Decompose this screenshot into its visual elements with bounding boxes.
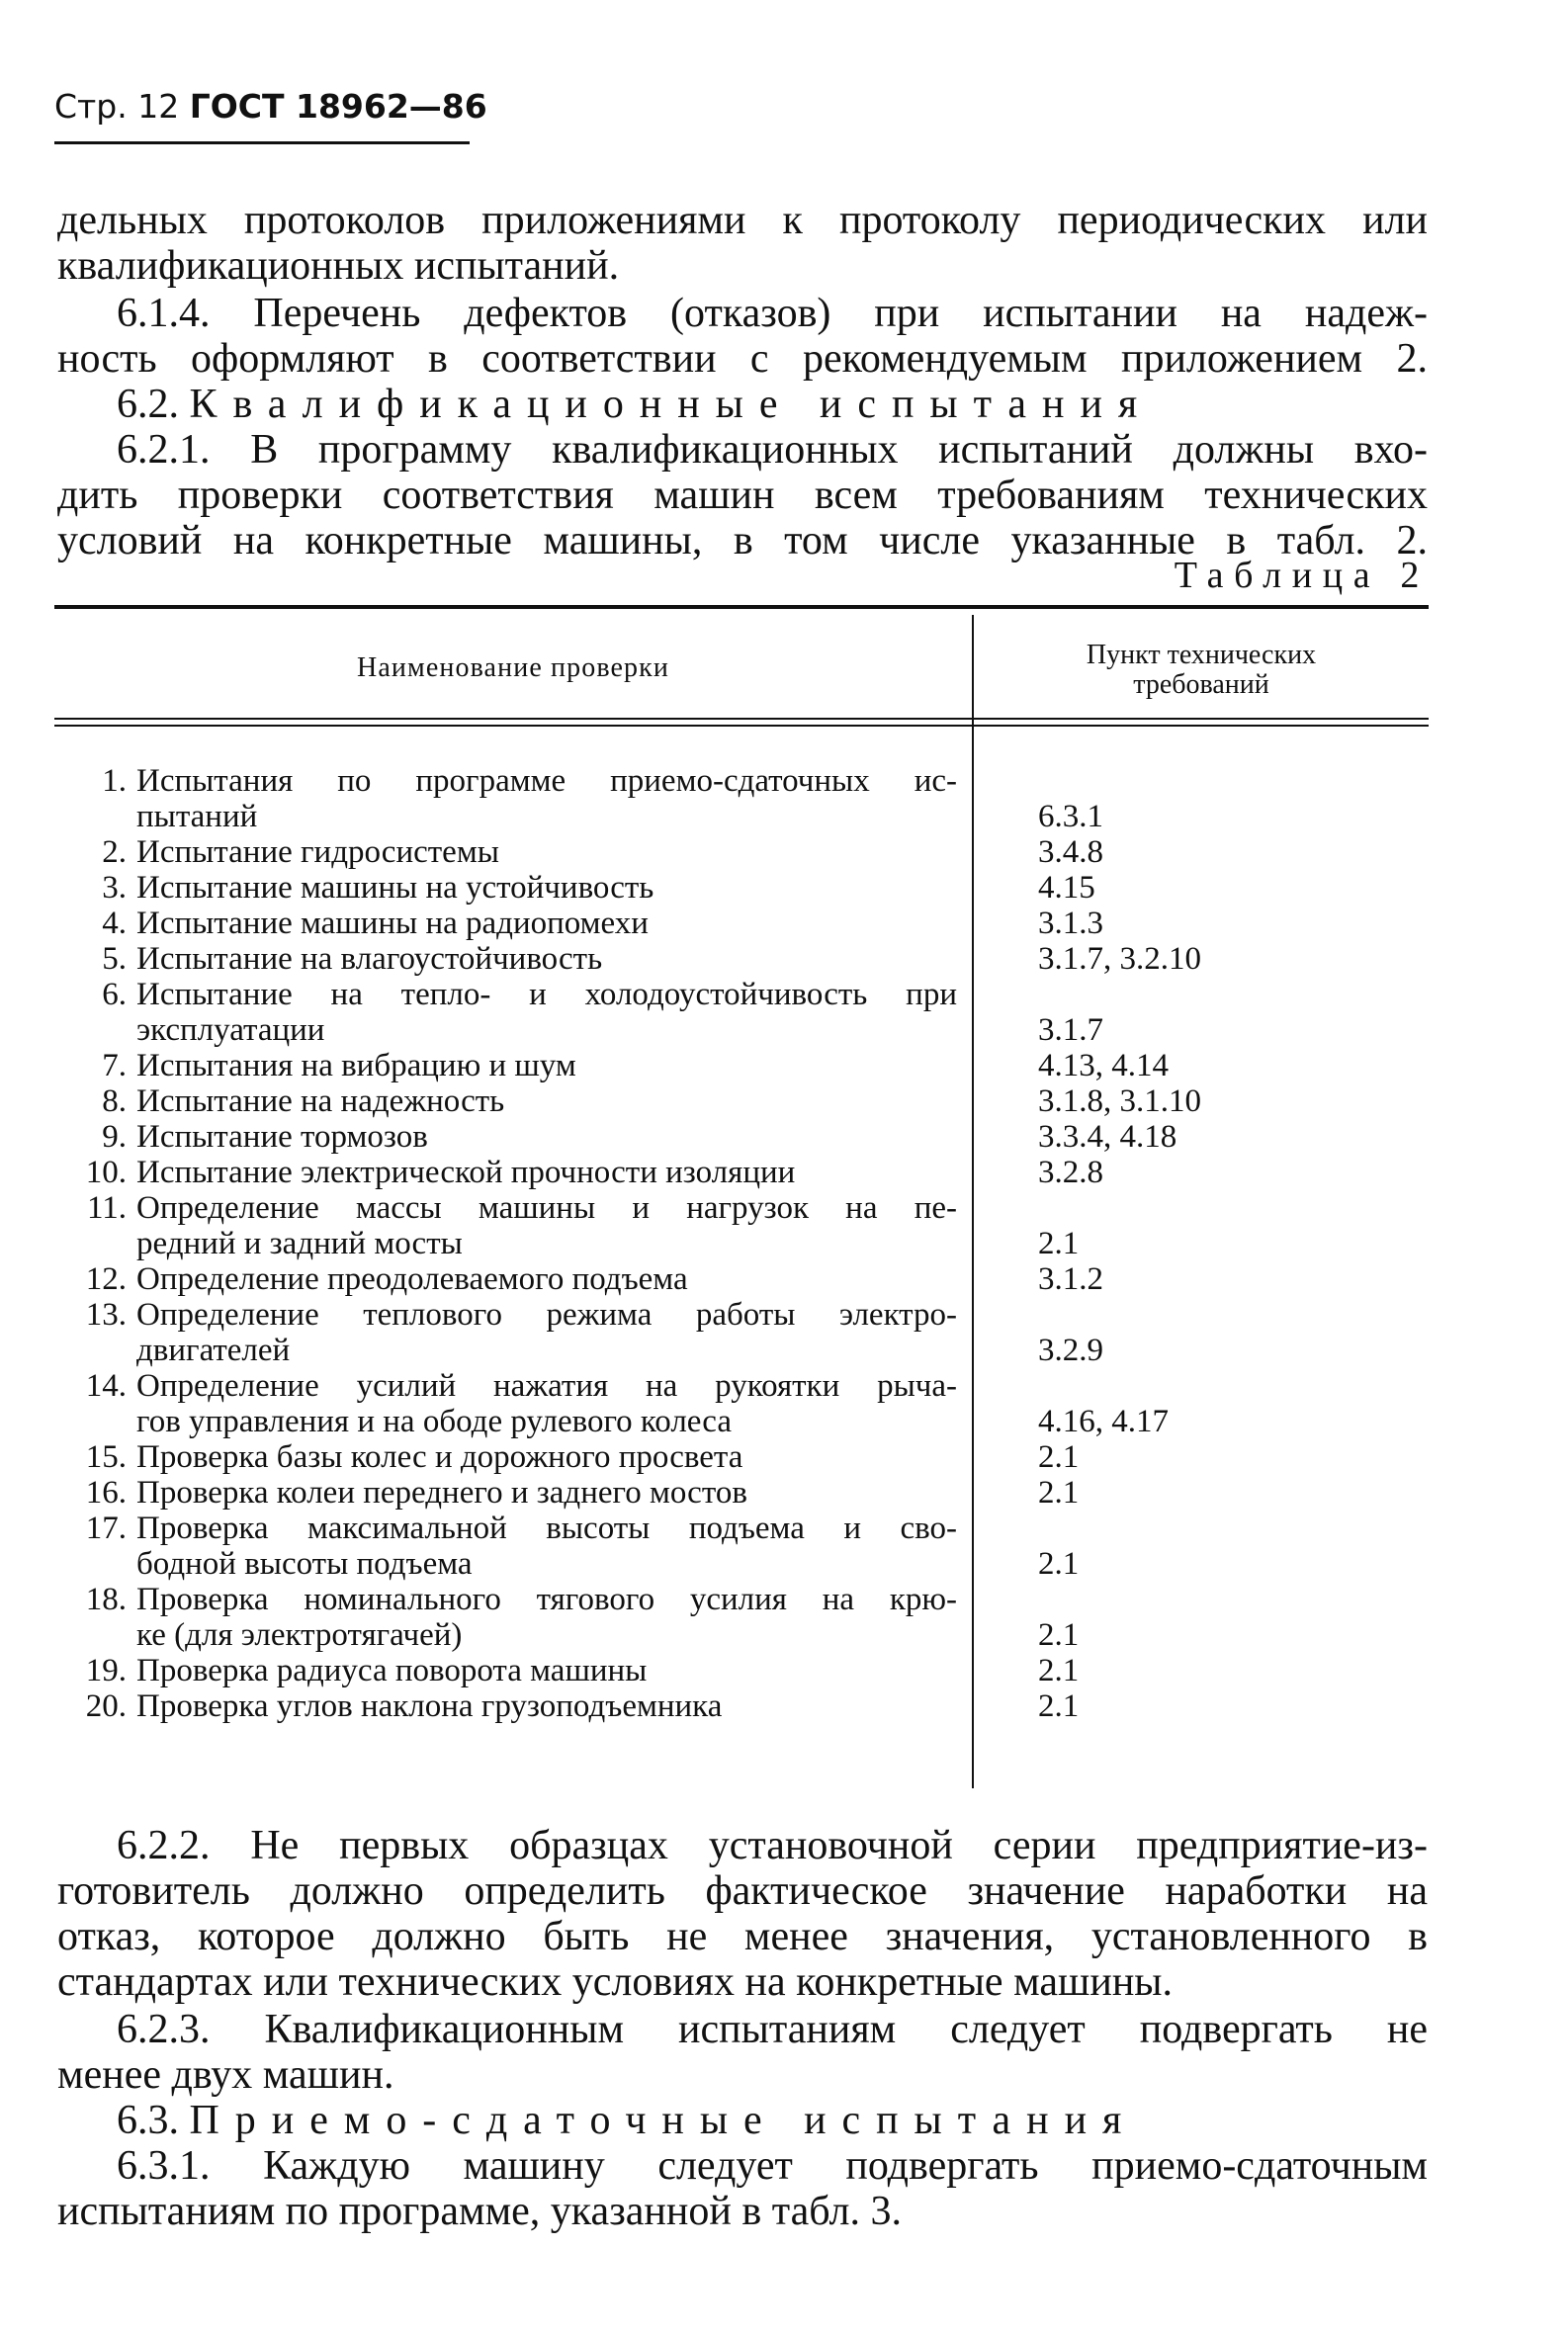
row-number: 14. bbox=[85, 1368, 127, 1404]
paragraph-line: испытаниям по программе, указанной в табл. 3. bbox=[57, 2189, 902, 2234]
row-point: 3.1.3 bbox=[1038, 906, 1103, 941]
column-header-name: Наименование проверки bbox=[356, 652, 670, 683]
row-point: 3.1.7 bbox=[1038, 1012, 1103, 1048]
row-point: 3.4.8 bbox=[1038, 834, 1103, 870]
paragraph-line: квалификационных испытаний. bbox=[57, 243, 620, 289]
row-point: 2.1 bbox=[1038, 1475, 1080, 1511]
row-text: Испытание на тепло- и холодоустойчивость при bbox=[136, 977, 957, 1012]
table-top-rule bbox=[54, 605, 1429, 609]
row-text: двигателей bbox=[136, 1333, 291, 1368]
row-point: 3.1.2 bbox=[1038, 1261, 1103, 1297]
row-point: 2.1 bbox=[1038, 1546, 1080, 1582]
paragraph-line: дельных протоколов приложениями к протоколу периодических или bbox=[57, 198, 1428, 243]
row-text: ке (для электротягачей) bbox=[136, 1617, 463, 1653]
paragraph-line: 6.2.2. Не первых образцах установочной серии предприятие-из- bbox=[117, 1823, 1428, 1868]
row-text: гов управления и на ободе рулевого колеса bbox=[136, 1404, 732, 1439]
row-number: 8. bbox=[102, 1083, 127, 1119]
row-number: 20. bbox=[85, 1688, 127, 1724]
section-heading-6-3 bbox=[117, 2098, 1428, 2143]
page-header bbox=[54, 87, 487, 126]
row-text: Проверка радиуса поворота машины bbox=[136, 1653, 648, 1688]
paragraph-line: 6.2.1. В программу квалификационных испытаний должны вхо- bbox=[117, 427, 1428, 473]
row-number: 19. bbox=[85, 1653, 127, 1688]
table-column-divider bbox=[972, 615, 974, 1788]
row-number: 3. bbox=[102, 870, 127, 906]
row-number: 13. bbox=[85, 1297, 127, 1333]
section-number: 6.2. bbox=[117, 382, 179, 427]
row-text: пытаний bbox=[136, 799, 258, 834]
row-text: Испытание электрической прочности изоляции bbox=[136, 1155, 796, 1190]
paragraph-line: 6.3.1. Каждую машину следует подвергать приемо-сдаточным bbox=[117, 2143, 1428, 2189]
row-point: 2.1 bbox=[1038, 1439, 1080, 1475]
row-number: 18. bbox=[85, 1582, 127, 1617]
column-header-point-line: Пункт технических bbox=[1086, 640, 1317, 670]
row-text: бодной высоты подъема bbox=[136, 1546, 473, 1582]
column-header-point bbox=[974, 641, 1429, 700]
section-heading-6-2 bbox=[117, 382, 1428, 427]
row-point: 4.15 bbox=[1038, 870, 1095, 906]
row-number: 4. bbox=[102, 906, 127, 941]
row-text: Испытание машины на устойчивость bbox=[136, 870, 654, 906]
row-text: Определение преодолеваемого подъема bbox=[136, 1261, 688, 1297]
row-text: Проверка углов наклона грузоподъемника bbox=[136, 1688, 723, 1724]
row-text: редний и задний мосты bbox=[136, 1226, 463, 1261]
row-number: 17. bbox=[85, 1511, 127, 1546]
section-title: Квалификационные испытания bbox=[189, 382, 1154, 427]
row-text: Проверка максимальной высоты подъема и сво- bbox=[136, 1511, 957, 1546]
row-number: 9. bbox=[102, 1119, 127, 1155]
section-number: 6.3. bbox=[117, 2098, 179, 2143]
row-text: Испытание на надежность bbox=[136, 1083, 505, 1119]
paragraph-line: дить проверки соответствия машин всем требованиям технических bbox=[57, 473, 1428, 518]
row-number: 7. bbox=[102, 1048, 127, 1083]
paragraph-line: условий на конкретные машины, в том числе указанные в табл. 2. bbox=[57, 518, 1428, 563]
section-title: Приемо-сдаточные испытания bbox=[189, 2098, 1138, 2143]
row-point: 2.1 bbox=[1038, 1226, 1080, 1261]
table-header-rule bbox=[54, 725, 1429, 727]
paragraph-line: 6.2.3. Квалификационным испытаниям следует подвергать не bbox=[117, 2007, 1428, 2052]
paragraph-line: ность оформляют в соответствии с рекомендуемым приложением 2. bbox=[57, 336, 1428, 382]
row-point: 3.2.9 bbox=[1038, 1333, 1103, 1368]
row-point: 4.16, 4.17 bbox=[1038, 1404, 1169, 1439]
row-point: 2.1 bbox=[1038, 1617, 1080, 1653]
row-text: Определение усилий нажатия на рукоятки рыча- bbox=[136, 1368, 957, 1404]
row-point: 3.2.8 bbox=[1038, 1155, 1103, 1190]
paragraph-line: отказ, которое должно быть не менее значения, установленного в bbox=[57, 1914, 1428, 1959]
row-text: Испытания на вибрацию и шум bbox=[136, 1048, 576, 1083]
row-number: 5. bbox=[102, 941, 127, 977]
row-number: 12. bbox=[85, 1261, 127, 1297]
row-number: 11. bbox=[86, 1190, 127, 1226]
row-text: Испытания по программе приемо-сдаточных ис- bbox=[136, 763, 957, 799]
row-text: Испытание тормозов bbox=[136, 1119, 428, 1155]
document-code: ГОСТ 18962—86 bbox=[189, 87, 487, 126]
row-text: Испытание машины на радиопомехи bbox=[136, 906, 649, 941]
paragraph-line: стандартах или технических условиях на конкретные машины. bbox=[57, 1959, 1174, 2005]
row-number: 15. bbox=[85, 1439, 127, 1475]
row-text: Определение массы машины и нагрузок на пе- bbox=[136, 1190, 957, 1226]
row-text: Проверка колеи переднего и заднего мостов bbox=[136, 1475, 747, 1511]
row-text: Проверка номинального тягового усилия на крю- bbox=[136, 1582, 957, 1617]
header-rule bbox=[54, 141, 470, 144]
row-text: Проверка базы колес и дорожного просвета bbox=[136, 1439, 743, 1475]
row-text: эксплуатации bbox=[136, 1012, 325, 1048]
page-number: Стр. 12 bbox=[54, 87, 180, 126]
row-point: 3.1.8, 3.1.10 bbox=[1038, 1083, 1201, 1119]
table-header-rule bbox=[54, 718, 1429, 720]
row-point: 3.3.4, 4.18 bbox=[1038, 1119, 1177, 1155]
row-point: 3.1.7, 3.2.10 bbox=[1038, 941, 1201, 977]
row-number: 6. bbox=[102, 977, 127, 1012]
paragraph-line: готовитель должно определить фактическое значение наработки на bbox=[57, 1868, 1428, 1914]
row-point: 4.13, 4.14 bbox=[1038, 1048, 1169, 1083]
row-number: 1. bbox=[102, 763, 127, 799]
row-number: 10. bbox=[85, 1155, 127, 1190]
paragraph-line: 6.1.4. Перечень дефектов (отказов) при испытании на надеж- bbox=[117, 291, 1428, 336]
row-text: Определение теплового режима работы электро- bbox=[136, 1297, 957, 1333]
row-point: 2.1 bbox=[1038, 1688, 1080, 1724]
table-title: Таблица 2 bbox=[1174, 555, 1430, 596]
row-text: Испытание на влагоустойчивость bbox=[136, 941, 603, 977]
column-header-point-line: требований bbox=[1133, 669, 1269, 700]
row-number: 16. bbox=[85, 1475, 127, 1511]
row-text: Испытание гидросистемы bbox=[136, 834, 499, 870]
row-point: 6.3.1 bbox=[1038, 799, 1103, 834]
row-point: 2.1 bbox=[1038, 1653, 1080, 1688]
paragraph-line: менее двух машин. bbox=[57, 2052, 394, 2098]
row-number: 2. bbox=[102, 834, 127, 870]
